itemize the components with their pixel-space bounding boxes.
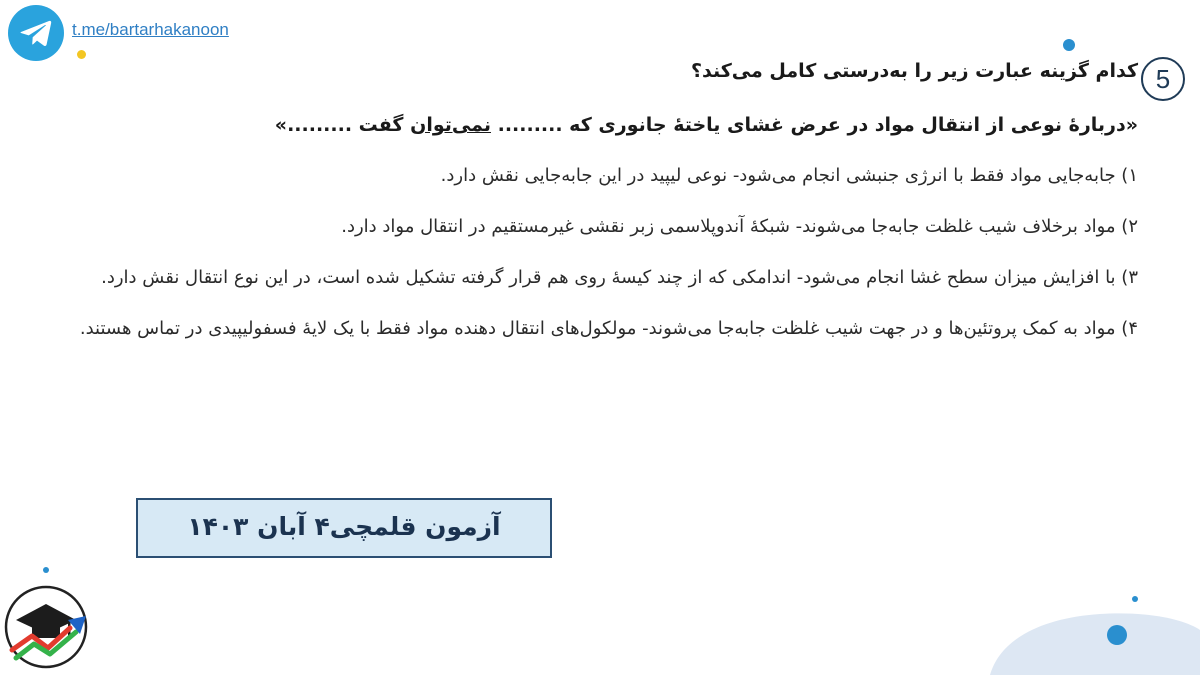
- decor-blob: [990, 610, 1200, 675]
- decor-dot-small: [1132, 596, 1138, 602]
- option-3[interactable]: ۳) با افزایش میزان سطح غشا انجام می‌شود- اندامکی که از چند کیسهٔ روی هم قرار گرفته تشکیل شده است، در این نوع انتقال نقش دارد.: [101, 267, 1138, 288]
- question-title: کدام گزینه عبارت زیر را به‌درستی کامل می‌کند؟: [691, 60, 1138, 82]
- stem-emphasis: نمی‌توان: [410, 114, 491, 136]
- option-4[interactable]: ۴) مواد به کمک پروتئین‌ها و در جهت شیب غلظت جابه‌جا می‌شوند- مولکول‌های انتقال دهنده مواد فقط با یک لایهٔ فسفولیپیدی در تماس هستند.: [79, 318, 1138, 339]
- decor-dot-small: [43, 567, 49, 573]
- decor-dot-blue: [1063, 39, 1075, 51]
- decor-dot-yellow: [77, 50, 86, 59]
- stem-text-start: «درباره‌ٔ نوعی از انتقال مواد در عرض غشای یاختهٔ جانوری که .........: [490, 114, 1138, 136]
- option-2[interactable]: ۲) مواد برخلاف شیب غلظت جابه‌جا می‌شوند- شبکهٔ آندوپلاسمی زبر نقشی غیرمستقیم در انتقال مواد دارد.: [341, 216, 1138, 237]
- exam-label-box: آزمون قلمچی۴ آبان ۱۴۰۳: [136, 498, 552, 558]
- stem-text-end: گفت .........»: [274, 114, 411, 136]
- option-1[interactable]: ۱) جابه‌جایی مواد فقط با انرژی جنبشی انجام می‌شود- نوعی لیپید در این جابه‌جایی نقش دارد.: [440, 165, 1138, 186]
- brand-logo-icon: [2, 582, 94, 670]
- telegram-icon[interactable]: [8, 5, 64, 61]
- question-number-badge: 5: [1141, 57, 1185, 101]
- telegram-link[interactable]: t.me/bartarhakanoon: [72, 20, 229, 39]
- question-stem: [275, 114, 1138, 136]
